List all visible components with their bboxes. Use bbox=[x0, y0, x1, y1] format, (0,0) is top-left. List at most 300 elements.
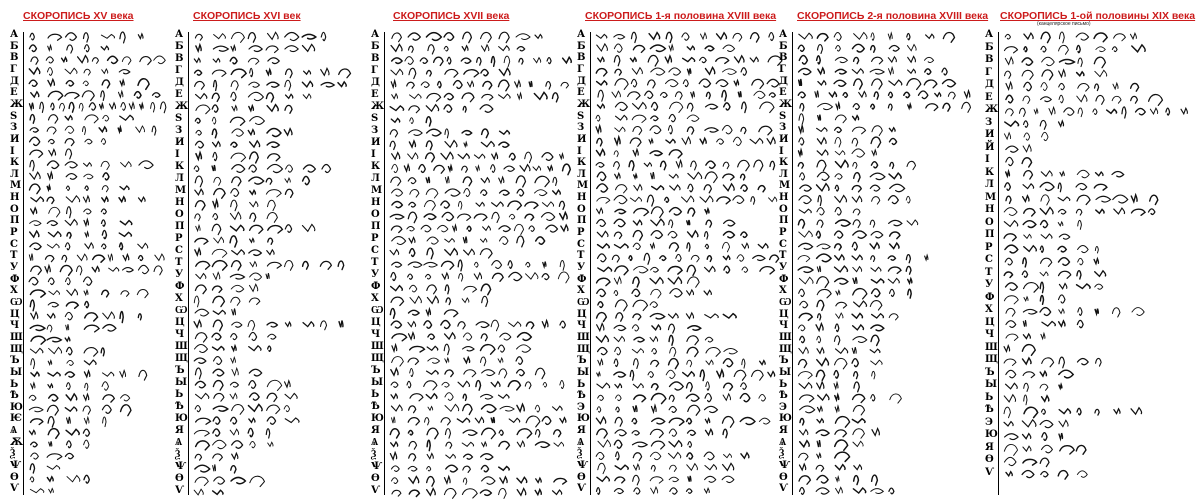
script-glyph bbox=[195, 285, 206, 294]
script-glyph bbox=[705, 337, 712, 342]
script-glyph bbox=[29, 45, 36, 52]
script-glyph bbox=[410, 190, 419, 198]
script-glyph bbox=[232, 322, 242, 327]
script-glyph bbox=[232, 308, 236, 315]
script-glyph bbox=[535, 368, 544, 378]
script-glyph bbox=[888, 267, 901, 273]
script-glyph bbox=[474, 154, 484, 158]
script-glyph bbox=[614, 359, 618, 366]
script-glyph bbox=[597, 197, 610, 203]
script-glyph bbox=[84, 360, 96, 365]
script-glyph bbox=[29, 103, 33, 109]
script-glyph bbox=[48, 302, 58, 306]
script-glyph bbox=[1077, 320, 1083, 327]
alphabet-letter: С bbox=[175, 245, 183, 256]
script-glyph bbox=[687, 265, 695, 275]
script-glyph bbox=[836, 487, 843, 493]
script-glyph bbox=[888, 33, 892, 39]
script-glyph bbox=[536, 430, 540, 438]
alphabet-letter: Э bbox=[779, 401, 787, 413]
script-glyph bbox=[491, 165, 495, 173]
script-glyph bbox=[651, 116, 658, 121]
script-glyph bbox=[942, 68, 947, 75]
alphabet-letter: Ѱ bbox=[779, 460, 790, 472]
script-glyph bbox=[480, 105, 493, 113]
script-glyph bbox=[517, 236, 524, 247]
script-glyph bbox=[553, 490, 562, 494]
script-glyph bbox=[853, 488, 865, 493]
script-glyph bbox=[1041, 83, 1047, 91]
script-glyph bbox=[705, 419, 709, 423]
alphabet-letter: Ъ bbox=[371, 365, 381, 376]
script-glyph bbox=[410, 368, 413, 376]
script-glyph bbox=[798, 256, 810, 262]
script-glyph bbox=[742, 267, 748, 272]
script-glyph bbox=[836, 220, 851, 226]
script-glyph bbox=[1041, 258, 1052, 266]
script-glyph bbox=[871, 162, 877, 168]
script-glyph bbox=[491, 320, 499, 331]
script-glyph bbox=[491, 57, 494, 67]
script-glyph bbox=[925, 69, 931, 74]
script-glyph bbox=[1132, 308, 1144, 316]
script-glyph bbox=[103, 312, 115, 319]
script-glyph bbox=[750, 33, 759, 42]
script-glyph bbox=[30, 464, 34, 473]
script-glyph bbox=[1023, 145, 1031, 152]
script-glyph bbox=[1024, 82, 1032, 90]
script-glyph bbox=[1059, 45, 1069, 54]
script-glyph bbox=[1096, 47, 1105, 52]
script-glyph bbox=[526, 273, 538, 279]
script-glyph bbox=[852, 255, 862, 260]
script-glyph bbox=[1024, 171, 1033, 179]
script-glyph bbox=[121, 291, 129, 297]
script-glyph bbox=[285, 261, 293, 271]
script-glyph bbox=[597, 44, 608, 51]
script-glyph bbox=[598, 267, 612, 271]
script-glyph bbox=[446, 442, 452, 448]
alphabet-letter: Х bbox=[10, 285, 18, 297]
script-glyph bbox=[1076, 209, 1082, 215]
script-glyph bbox=[686, 394, 699, 401]
alphabet-letter: Ѳ bbox=[577, 471, 586, 483]
script-sample-drawing bbox=[388, 30, 573, 502]
script-glyph bbox=[250, 476, 265, 486]
script-glyph bbox=[103, 417, 106, 427]
script-glyph bbox=[1112, 47, 1117, 52]
script-glyph bbox=[231, 32, 244, 42]
script-glyph bbox=[616, 115, 628, 120]
script-glyph bbox=[926, 34, 934, 38]
script-glyph bbox=[249, 46, 262, 52]
script-glyph bbox=[634, 395, 646, 402]
script-glyph bbox=[467, 81, 473, 87]
script-glyph bbox=[194, 358, 206, 363]
script-glyph bbox=[231, 334, 237, 340]
script-glyph bbox=[520, 165, 530, 171]
alphabet-letter: Е bbox=[10, 87, 18, 99]
script-glyph bbox=[467, 226, 471, 231]
script-glyph bbox=[427, 346, 438, 350]
script-glyph bbox=[428, 407, 433, 411]
script-glyph bbox=[632, 431, 639, 435]
script-glyph bbox=[391, 69, 403, 75]
script-glyph bbox=[84, 277, 92, 285]
script-glyph bbox=[816, 370, 824, 380]
script-glyph bbox=[426, 394, 437, 399]
script-glyph bbox=[852, 127, 865, 134]
script-glyph bbox=[650, 314, 664, 319]
script-glyph bbox=[634, 185, 642, 191]
script-glyph bbox=[267, 142, 279, 147]
script-glyph bbox=[918, 91, 927, 99]
script-glyph bbox=[445, 370, 453, 377]
script-glyph bbox=[741, 453, 749, 458]
script-glyph bbox=[267, 322, 277, 327]
script-glyph bbox=[687, 453, 693, 459]
script-glyph bbox=[85, 139, 92, 144]
script-glyph bbox=[66, 302, 78, 308]
script-glyph bbox=[426, 177, 429, 183]
alphabet-letter: І bbox=[779, 145, 784, 157]
script-glyph bbox=[424, 321, 432, 328]
script-glyph bbox=[614, 277, 621, 284]
script-glyph bbox=[633, 231, 642, 241]
script-glyph bbox=[31, 419, 43, 425]
alphabet-letter: У bbox=[175, 269, 184, 280]
script-glyph bbox=[427, 428, 438, 439]
script-glyph bbox=[1058, 246, 1066, 252]
script-glyph bbox=[48, 173, 53, 179]
script-glyph bbox=[462, 298, 469, 302]
script-glyph bbox=[249, 298, 259, 305]
script-glyph bbox=[817, 475, 828, 483]
script-glyph bbox=[499, 441, 510, 449]
script-glyph bbox=[871, 104, 875, 109]
script-glyph bbox=[676, 254, 681, 261]
script-glyph bbox=[195, 238, 208, 244]
script-glyph bbox=[525, 382, 531, 389]
script-glyph bbox=[1096, 95, 1104, 104]
script-glyph bbox=[446, 298, 451, 305]
script-glyph bbox=[629, 161, 634, 171]
script-glyph bbox=[835, 395, 839, 400]
script-glyph bbox=[458, 322, 465, 329]
script-glyph bbox=[67, 207, 71, 218]
script-glyph bbox=[687, 277, 699, 287]
script-glyph bbox=[84, 417, 89, 423]
script-glyph bbox=[1022, 58, 1033, 65]
script-glyph bbox=[632, 68, 642, 74]
alphabet-letter: Ч bbox=[371, 329, 381, 340]
script-glyph bbox=[598, 359, 603, 365]
script-glyph bbox=[598, 90, 603, 101]
script-glyph bbox=[1004, 346, 1010, 352]
script-glyph bbox=[1040, 282, 1043, 292]
script-glyph bbox=[799, 196, 811, 204]
script-glyph bbox=[817, 289, 831, 297]
script-glyph bbox=[835, 244, 842, 250]
script-glyph bbox=[500, 190, 510, 195]
script-glyph bbox=[1041, 171, 1052, 176]
alphabet-letter: Ь bbox=[779, 378, 788, 390]
alphabet-letter: Щ bbox=[10, 343, 23, 355]
script-glyph bbox=[1112, 308, 1120, 317]
script-glyph bbox=[391, 405, 402, 411]
script-glyph bbox=[444, 46, 448, 51]
script-glyph bbox=[248, 130, 254, 135]
script-glyph bbox=[853, 267, 862, 272]
script-glyph bbox=[834, 80, 846, 86]
script-glyph bbox=[139, 161, 153, 169]
script-glyph bbox=[84, 475, 89, 483]
script-glyph bbox=[103, 115, 109, 121]
script-glyph bbox=[231, 466, 236, 473]
script-glyph bbox=[615, 465, 628, 469]
script-glyph bbox=[482, 94, 493, 100]
script-glyph bbox=[480, 490, 491, 496]
script-glyph bbox=[691, 255, 699, 261]
script-glyph bbox=[518, 333, 532, 341]
alphabet-letter: Ч bbox=[175, 329, 185, 340]
script-glyph bbox=[816, 184, 829, 191]
script-glyph bbox=[597, 172, 606, 180]
script-glyph bbox=[48, 79, 55, 85]
script-glyph bbox=[650, 477, 663, 483]
script-glyph bbox=[408, 262, 422, 267]
script-glyph bbox=[799, 347, 808, 353]
script-glyph bbox=[195, 405, 200, 411]
script-glyph bbox=[444, 477, 450, 484]
column-divider bbox=[384, 32, 385, 495]
script-glyph bbox=[391, 44, 402, 51]
script-glyph bbox=[1022, 470, 1034, 477]
script-glyph bbox=[872, 57, 883, 64]
script-glyph bbox=[392, 58, 402, 64]
script-sample-drawing bbox=[1002, 30, 1192, 484]
script-glyph bbox=[535, 190, 547, 196]
script-glyph bbox=[688, 405, 700, 415]
alphabet-letter: А bbox=[577, 29, 586, 40]
script-glyph bbox=[250, 273, 262, 280]
script-glyph bbox=[196, 393, 209, 398]
script-glyph bbox=[1096, 196, 1111, 202]
script-glyph bbox=[616, 452, 619, 460]
script-glyph bbox=[427, 93, 441, 101]
script-glyph bbox=[84, 290, 88, 294]
script-glyph bbox=[1023, 184, 1034, 189]
script-glyph bbox=[492, 153, 498, 159]
script-glyph bbox=[195, 381, 205, 387]
script-glyph bbox=[102, 405, 111, 413]
script-glyph bbox=[480, 249, 492, 258]
alphabet-letter: К bbox=[371, 161, 381, 172]
script-glyph bbox=[248, 428, 253, 436]
script-glyph bbox=[66, 81, 73, 86]
script-glyph bbox=[651, 68, 665, 75]
script-glyph bbox=[683, 80, 688, 87]
alphabet-letter: Ѫ bbox=[10, 436, 24, 448]
script-glyph bbox=[65, 220, 77, 226]
alphabet-letter: Ы bbox=[10, 366, 23, 378]
script-glyph bbox=[669, 220, 673, 228]
script-glyph bbox=[669, 174, 678, 178]
script-glyph bbox=[196, 261, 210, 269]
alphabet-letter: А bbox=[10, 29, 19, 40]
script-glyph bbox=[84, 209, 91, 214]
alphabet-letter: Ѣ bbox=[779, 390, 788, 402]
script-glyph bbox=[872, 197, 880, 204]
script-glyph bbox=[706, 104, 718, 109]
script-glyph bbox=[109, 103, 115, 109]
script-glyph bbox=[448, 166, 451, 171]
alphabet-letter: М bbox=[985, 191, 997, 203]
script-glyph bbox=[214, 80, 217, 90]
script-glyph bbox=[444, 344, 449, 354]
script-glyph bbox=[213, 320, 222, 331]
script-glyph bbox=[1023, 221, 1036, 228]
script-glyph bbox=[195, 201, 205, 210]
script-glyph bbox=[1078, 58, 1082, 67]
script-glyph bbox=[753, 256, 765, 261]
script-glyph bbox=[741, 383, 747, 390]
script-glyph bbox=[425, 418, 429, 425]
script-glyph bbox=[560, 212, 567, 219]
script-glyph bbox=[62, 58, 67, 62]
script-glyph bbox=[438, 81, 442, 87]
script-glyph bbox=[759, 418, 770, 424]
script-glyph bbox=[651, 172, 654, 179]
script-glyph bbox=[101, 348, 104, 356]
script-glyph bbox=[1042, 70, 1053, 80]
alphabet-letter: Ю bbox=[577, 413, 590, 425]
alphabet-letter: Ц bbox=[175, 317, 185, 328]
script-glyph bbox=[1166, 108, 1170, 115]
column-xix bbox=[985, 0, 1197, 501]
script-glyph bbox=[817, 244, 830, 249]
script-glyph bbox=[799, 313, 812, 320]
script-glyph bbox=[458, 154, 469, 159]
script-glyph bbox=[829, 92, 836, 97]
script-glyph bbox=[669, 208, 681, 215]
script-glyph bbox=[84, 325, 99, 332]
script-glyph bbox=[196, 153, 201, 160]
script-glyph bbox=[1019, 108, 1025, 116]
alphabet-letter: Н bbox=[175, 197, 185, 208]
script-glyph bbox=[614, 290, 618, 295]
script-glyph bbox=[632, 325, 638, 331]
script-glyph bbox=[650, 243, 654, 248]
alphabet-letter: Н bbox=[985, 204, 995, 215]
script-glyph bbox=[670, 347, 676, 356]
script-glyph bbox=[1024, 283, 1039, 293]
script-glyph bbox=[926, 104, 938, 111]
alphabet-letter: Ф bbox=[779, 273, 789, 285]
script-samples bbox=[27, 30, 167, 500]
script-glyph bbox=[230, 393, 237, 398]
script-glyph bbox=[285, 178, 290, 182]
script-glyph bbox=[392, 94, 398, 99]
script-glyph bbox=[1023, 358, 1032, 364]
script-glyph bbox=[391, 417, 394, 423]
script-glyph bbox=[660, 256, 666, 261]
script-glyph bbox=[410, 296, 421, 303]
column-xv bbox=[10, 0, 168, 501]
script-glyph bbox=[499, 68, 510, 75]
script-glyph bbox=[1022, 420, 1036, 427]
script-glyph bbox=[464, 454, 473, 459]
script-glyph bbox=[834, 336, 839, 345]
script-glyph bbox=[517, 189, 524, 196]
script-glyph bbox=[249, 332, 256, 340]
alphabet-letter: Ч bbox=[577, 320, 587, 332]
script-glyph bbox=[834, 383, 838, 389]
script-glyph bbox=[871, 33, 874, 40]
script-glyph bbox=[723, 314, 736, 318]
script-glyph bbox=[79, 103, 83, 111]
script-glyph bbox=[1006, 171, 1010, 176]
script-glyph bbox=[392, 490, 401, 496]
alphabet-letter: Я bbox=[985, 441, 994, 453]
script-glyph bbox=[46, 57, 53, 63]
script-glyph bbox=[213, 454, 223, 461]
script-glyph bbox=[303, 261, 309, 269]
script-glyph bbox=[759, 394, 766, 401]
script-glyph bbox=[419, 165, 425, 173]
script-glyph bbox=[409, 130, 422, 136]
script-glyph bbox=[614, 195, 627, 203]
script-glyph bbox=[705, 209, 709, 213]
script-glyph bbox=[871, 256, 875, 262]
script-glyph bbox=[476, 202, 484, 206]
alphabet-letter: Ѯ bbox=[371, 449, 377, 460]
script-glyph bbox=[526, 416, 540, 427]
script-glyph bbox=[1004, 47, 1017, 53]
script-glyph bbox=[65, 453, 73, 458]
script-glyph bbox=[230, 225, 243, 230]
script-glyph bbox=[798, 150, 801, 155]
script-glyph bbox=[853, 394, 865, 402]
script-glyph bbox=[214, 357, 222, 365]
alphabet-letter: Н bbox=[779, 192, 789, 204]
script-glyph bbox=[1024, 209, 1035, 216]
script-glyph bbox=[409, 202, 416, 207]
column-title: СКОРОПИСЬ 1-я половина XVIII века bbox=[585, 10, 777, 22]
script-glyph bbox=[723, 394, 730, 400]
script-glyph bbox=[445, 129, 449, 138]
script-glyph bbox=[213, 490, 223, 494]
script-glyph bbox=[1005, 245, 1018, 253]
script-glyph bbox=[853, 277, 857, 284]
script-glyph bbox=[687, 103, 693, 111]
script-glyph bbox=[666, 370, 675, 378]
script-glyph bbox=[547, 58, 551, 64]
script-glyph bbox=[1040, 272, 1048, 276]
script-glyph bbox=[409, 68, 416, 78]
script-sample-drawing bbox=[796, 30, 976, 500]
alphabet-letter: Ѧ bbox=[175, 437, 183, 448]
script-glyph bbox=[770, 255, 779, 262]
script-glyph bbox=[231, 417, 237, 424]
column-title: СКОРОПИСЬ 1-ой половины XIX века bbox=[1000, 10, 1196, 22]
script-samples bbox=[388, 30, 573, 502]
script-glyph bbox=[665, 80, 678, 87]
alphabet-letter: О bbox=[577, 203, 586, 215]
alphabet-letter: К bbox=[10, 157, 20, 169]
alphabet-letter: А bbox=[175, 29, 184, 40]
script-glyph bbox=[681, 196, 693, 202]
